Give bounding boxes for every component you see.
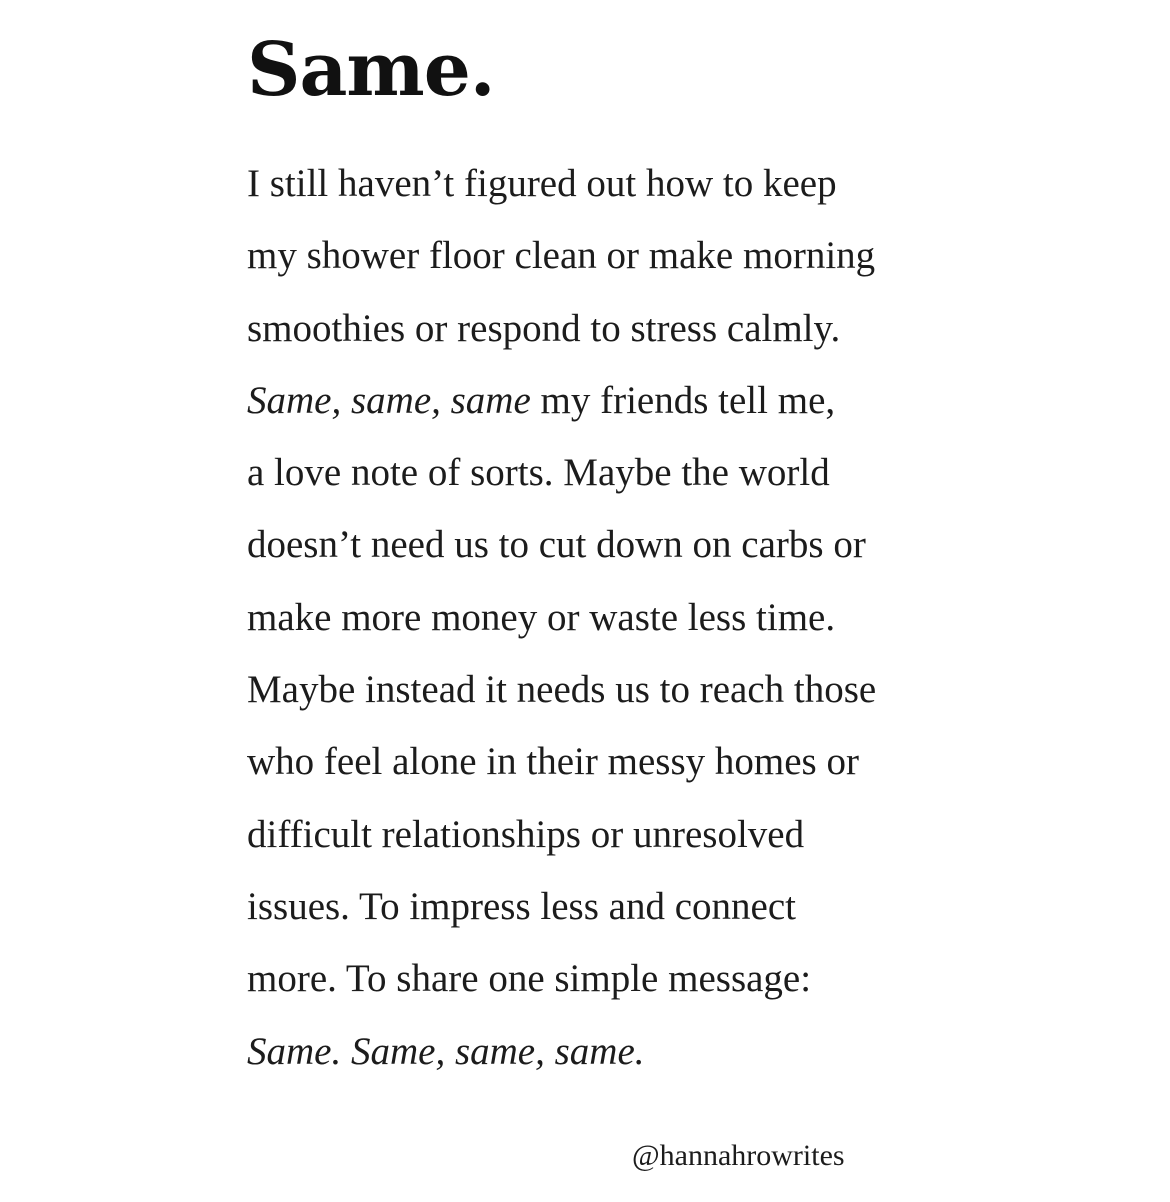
poem-line: make more money or waste less time.: [247, 595, 836, 639]
poem-line: [247, 1016, 1047, 1088]
poem-line: smoothies or respond to stress calmly.: [247, 306, 841, 350]
poem-line: a love note of sorts. Maybe the world: [247, 451, 830, 495]
poem-title: Same.: [247, 27, 495, 113]
italic-phrase: Same, same, same: [247, 378, 531, 422]
poem-line: my shower floor clean or make morning: [247, 234, 876, 278]
poem-line: who feel alone in their messy homes or: [247, 740, 859, 784]
author-handle: @hannahrowrites: [632, 1139, 845, 1172]
poem-body: [247, 148, 1047, 1088]
poem-line: issues. To impress less and connect: [247, 884, 796, 928]
poem-line: Maybe instead it needs us to reach those: [247, 668, 877, 712]
poem-line: Same, same, same my friends tell me,: [247, 378, 836, 422]
italic-phrase: Same. Same, same, same.: [247, 1029, 645, 1073]
poem-line: doesn’t need us to cut down on carbs or: [247, 523, 866, 567]
poem-line: difficult relationships or unresolved: [247, 812, 805, 856]
poem-line: I still haven’t figured out how to keep: [247, 162, 837, 205]
poem-line: more. To share one simple message:: [247, 957, 812, 1001]
